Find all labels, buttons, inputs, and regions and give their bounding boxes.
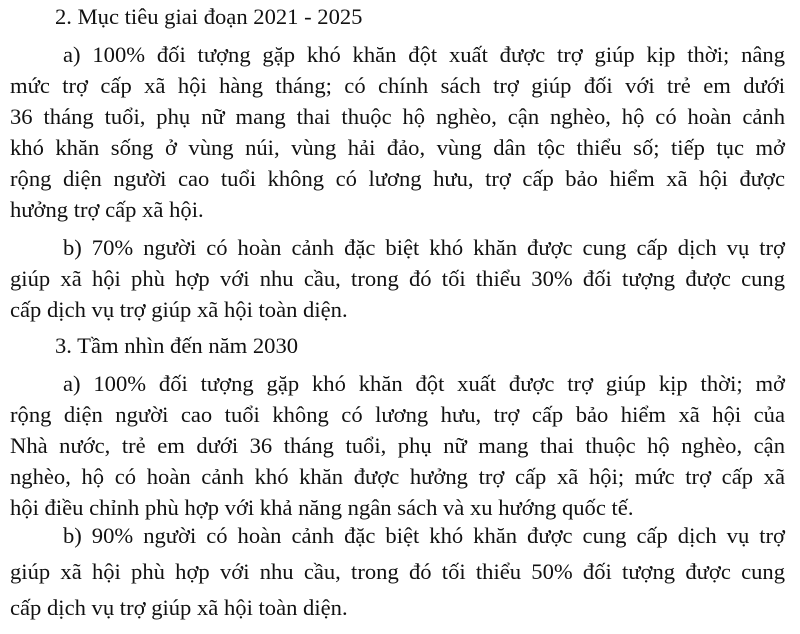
section-2-para-a-line-2: mức trợ cấp xã hội hàng tháng; có chính sách trợ giúp đối với trẻ em dưới	[10, 73, 785, 98]
section-2-para-a-line-3: 36 tháng tuổi, phụ nữ mang thai thuộc hộ nghèo, cận nghèo, hộ có hoàn cảnh	[10, 104, 785, 129]
section-3-para-a-line-2: rộng diện người cao tuổi không có lương hưu, trợ cấp bảo hiểm xã hội của	[10, 402, 785, 427]
section-3-para-a-line-1: a) 100% đối tượng gặp khó khăn đột xuất được trợ giúp kịp thời; mở	[63, 371, 785, 396]
section-3-para-b-line-3: cấp dịch vụ trợ giúp xã hội toàn diện.	[10, 595, 348, 620]
section-2-para-b-line-3: cấp dịch vụ trợ giúp xã hội toàn diện.	[10, 297, 348, 322]
section-3-heading: 3. Tầm nhìn đến năm 2030	[55, 333, 299, 358]
section-3-para-a-line-4: nghèo, hộ có hoàn cảnh khó khăn được hưởng trợ cấp xã hội; mức trợ cấp xã	[10, 464, 785, 489]
section-2-para-a-line-5: rộng diện người cao tuổi không có lương hưu, trợ cấp bảo hiểm xã hội được	[10, 166, 785, 191]
section-3-para-a-line-5: hội điều chỉnh phù hợp với khả năng ngân sách và xu hướng quốc tế.	[10, 495, 634, 520]
section-2-para-b-line-1: b) 70% người có hoàn cảnh đặc biệt khó khăn được cung cấp dịch vụ trợ	[63, 235, 785, 260]
section-3-para-a-line-3: Nhà nước, trẻ em dưới 36 tháng tuổi, phụ nữ mang thai thuộc hộ nghèo, cận	[10, 433, 785, 458]
section-3-para-b-line-2: giúp xã hội phù hợp với nhu cầu, trong đó tối thiểu 50% đối tượng được cung	[10, 559, 785, 584]
section-2-heading: 2. Mục tiêu giai đoạn 2021 - 2025	[55, 4, 363, 29]
section-2-para-b-line-2: giúp xã hội phù hợp với nhu cầu, trong đó tối thiểu 30% đối tượng được cung	[10, 266, 785, 291]
section-2-para-a-line-4: khó khăn sống ở vùng núi, vùng hải đảo, vùng dân tộc thiểu số; tiếp tục mở	[10, 135, 785, 160]
section-2-para-a-line-6: hưởng trợ cấp xã hội.	[10, 197, 204, 222]
section-2-para-a-line-1: a) 100% đối tượng gặp khó khăn đột xuất được trợ giúp kịp thời; nâng	[63, 42, 785, 67]
section-3-para-b-line-1: b) 90% người có hoàn cảnh đặc biệt khó khăn được cung cấp dịch vụ trợ	[63, 523, 785, 548]
